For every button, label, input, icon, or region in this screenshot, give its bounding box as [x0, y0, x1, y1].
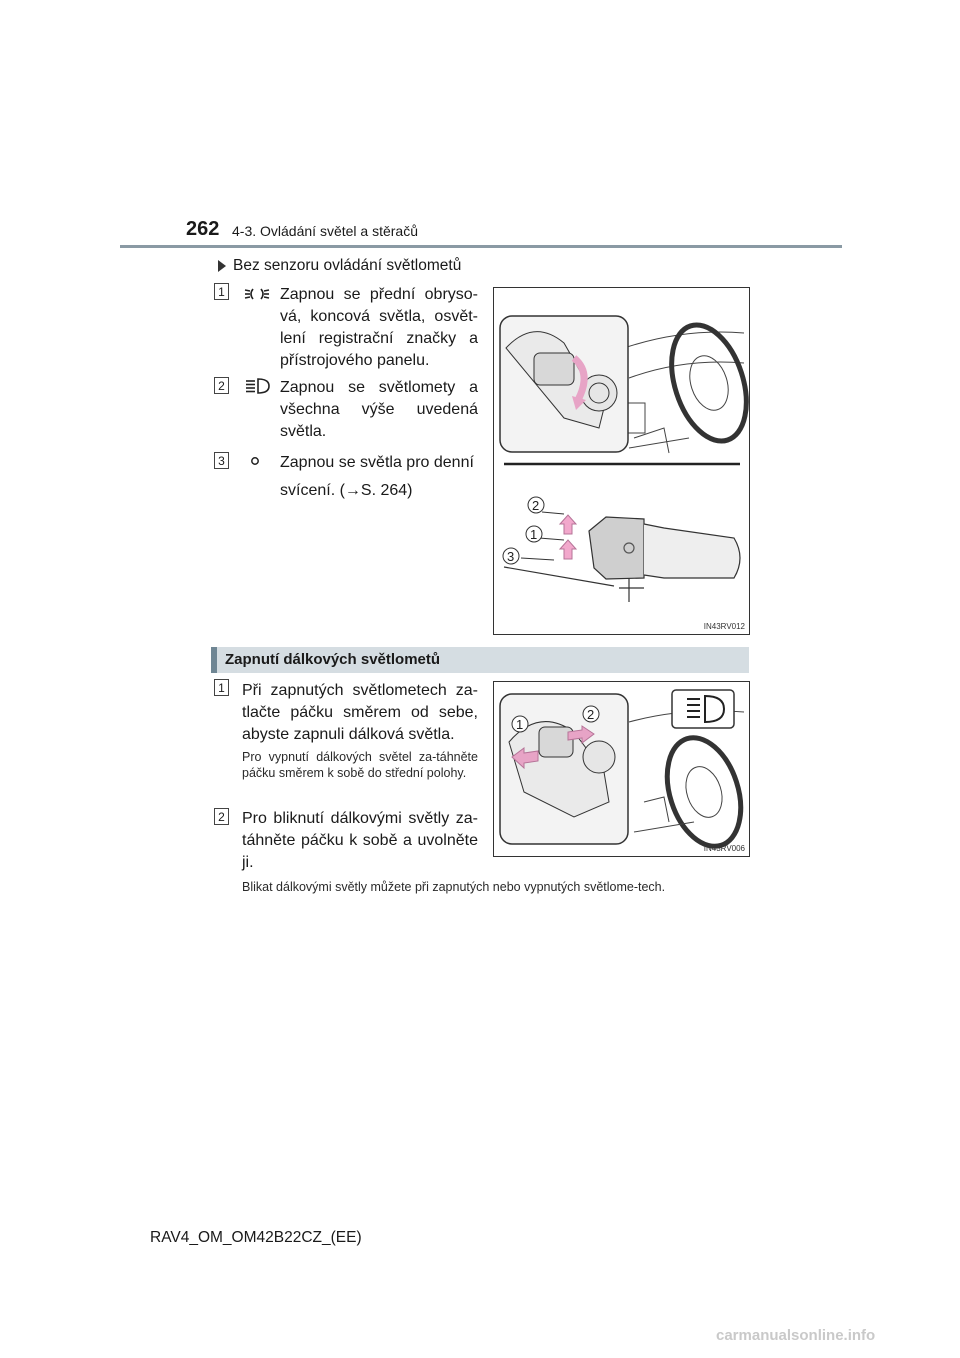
callout-label: 1	[516, 717, 524, 732]
section-path: 4-3. Ovládání světel a stěračů	[232, 223, 418, 239]
stalk-drawing	[494, 682, 749, 856]
figure-code: IN43RV006	[703, 844, 745, 853]
item-text: svícení. (→S. 264)	[280, 482, 413, 499]
callout-label: 3	[507, 549, 515, 564]
item-number: 1	[214, 679, 229, 696]
item-text: Pro bliknutí dálkovými světly za-táhněte páčku k sobě a uvolněte ji.	[242, 810, 478, 871]
triangle-bullet-icon	[218, 260, 226, 272]
callout-label: 2	[532, 498, 540, 513]
header-rule	[120, 245, 842, 248]
page-number: 262	[186, 218, 220, 240]
item-number: 2	[214, 808, 229, 825]
callout-label: 2	[587, 707, 595, 722]
item-number: 2	[214, 377, 229, 394]
item-text: Zapnou se světlomety a všechna výše uvedená světla.	[280, 379, 478, 440]
item-note: Pro vypnutí dálkových světel za-táhněte páčku směrem k sobě do střední polohy.	[242, 750, 478, 780]
item-number: 3	[214, 452, 229, 469]
item-text: Při zapnutých světlometech za-tlačte páčku směrem od sebe, abyste zapnuli dálková světla.	[242, 682, 478, 743]
parking-lights-icon	[244, 285, 270, 303]
stalk-illustration-1	[493, 287, 750, 635]
subheading-text: Bez senzoru ovládání světlometů	[233, 257, 462, 274]
item-number: 1	[214, 283, 229, 300]
item-text: Zapnou se přední obryso-vá, koncová světla, osvět-lení registrační značky a přístrojového panelu.	[280, 286, 478, 369]
item-text: Zapnou se světla pro denní	[280, 454, 474, 471]
subheading	[218, 257, 461, 275]
figure-code: IN43RV012	[703, 622, 745, 631]
stalk-drawing	[494, 288, 749, 634]
manual-code-footer: RAV4_OM_OM42B22CZ_(EE)	[150, 1229, 362, 1246]
watermark: carmanualsonline.info	[716, 1327, 876, 1344]
drl-icon	[250, 456, 260, 466]
bottom-note: Blikat dálkovými světly můžete při zapnutých nebo vypnutých světlome-tech.	[242, 880, 666, 894]
headlight-icon	[244, 377, 270, 395]
callout-label: 1	[530, 527, 538, 542]
section-title: Zapnutí dálkových světlometů	[211, 647, 749, 673]
stalk-illustration-2	[493, 681, 750, 857]
